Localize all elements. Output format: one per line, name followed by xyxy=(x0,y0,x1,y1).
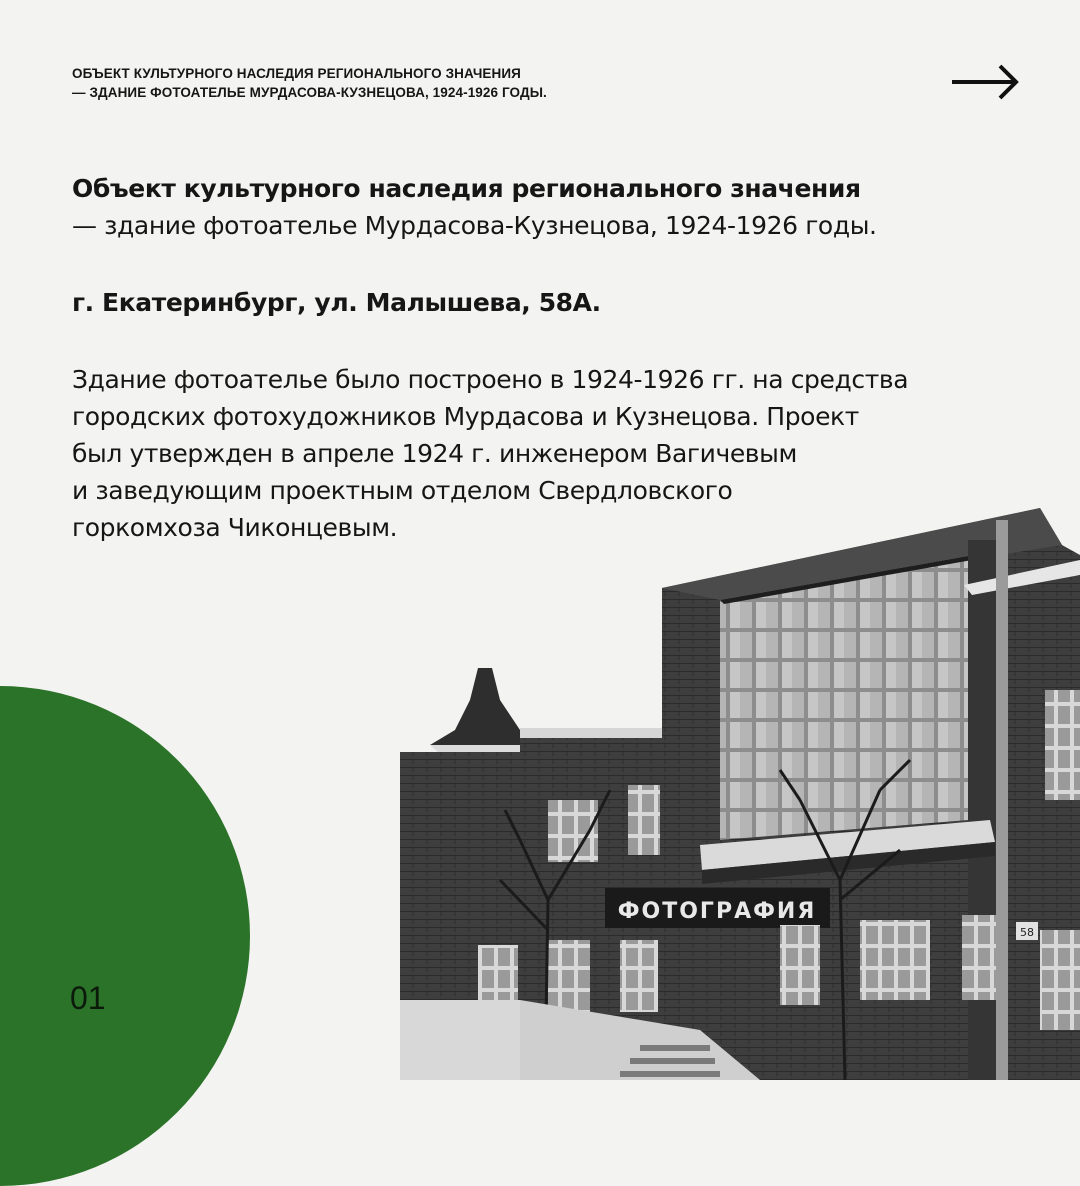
page-number: 01 xyxy=(70,980,106,1016)
svg-text:ФОТОГРАФИЯ: ФОТОГРАФИЯ xyxy=(617,899,817,924)
page-title xyxy=(72,170,1032,244)
header-line-1: ОБЪЕКТ КУЛЬТУРНОГО НАСЛЕДИЯ РЕГИОНАЛЬНОГО ЗНАЧЕНИЯ xyxy=(72,66,521,81)
description-line: городских фотохудожников Мурдасова и Кузнецова. Проект xyxy=(72,402,859,431)
title-line-2: — здание фотоателье Мурдасова-Кузнецова, 1924-1926 годы. xyxy=(72,211,877,240)
title-line-1: Объект культурного наследия регионального значения xyxy=(72,174,861,203)
description-line: горкомхоза Чиконцевым. xyxy=(72,513,398,542)
svg-text:58: 58 xyxy=(1020,926,1034,939)
description-text xyxy=(72,361,1032,546)
sign-board xyxy=(605,888,830,928)
header-caption xyxy=(72,64,547,102)
description-line: был утвержден в апреле 1924 г. инженером Вагичевым xyxy=(72,439,797,468)
header-line-2: — ЗДАНИЕ ФОТОАТЕЛЬЕ МУРДАСОВА-КУЗНЕЦОВА, 1924-1926 ГОДЫ. xyxy=(72,85,547,100)
description-line: Здание фотоателье было построено в 1924-1926 гг. на средства xyxy=(72,365,909,394)
address-text: г. Екатеринбург, ул. Малышева, 58А. xyxy=(72,288,601,317)
arrow-right-icon[interactable] xyxy=(950,62,1022,102)
description-line: и заведующим проектным отделом Свердловского xyxy=(72,476,733,505)
